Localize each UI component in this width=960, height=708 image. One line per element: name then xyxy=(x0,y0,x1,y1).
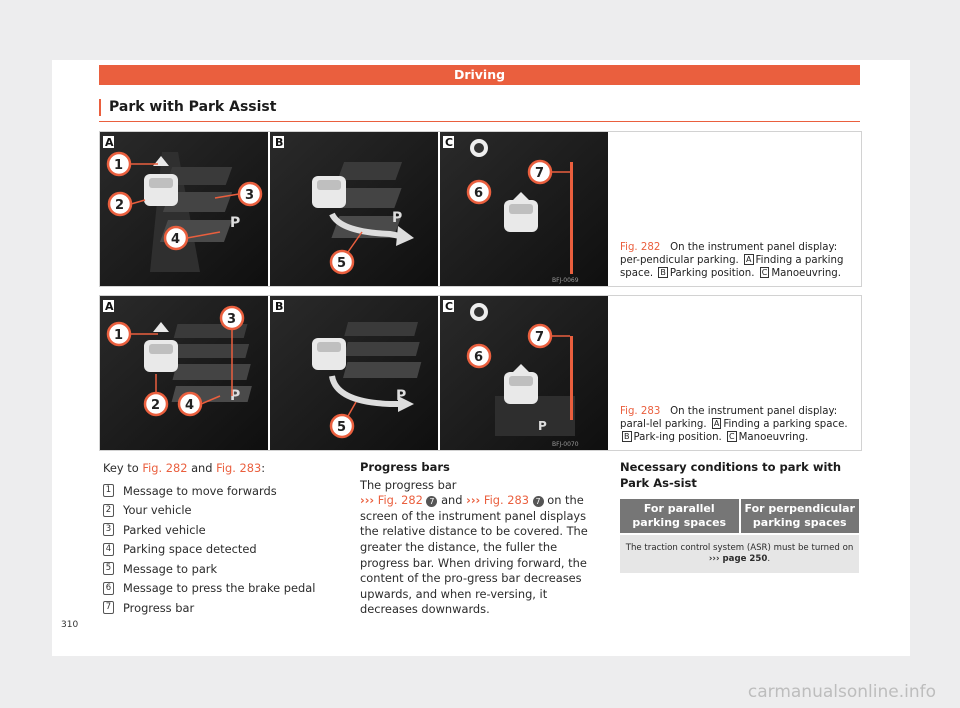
conditions-note-text: The traction control system (ASR) must be turned on xyxy=(625,543,854,554)
figure-283-tag-b-text: Park-ing position. xyxy=(633,432,722,443)
svg-text:2: 2 xyxy=(151,398,161,413)
svg-text:6: 6 xyxy=(474,186,484,201)
key-number: 1 xyxy=(103,484,114,497)
key-number: 5 xyxy=(103,562,114,575)
svg-text:P: P xyxy=(396,388,407,404)
key-number: 7 xyxy=(103,601,114,614)
title-accent xyxy=(99,99,101,116)
figure-283 xyxy=(99,295,862,451)
arrow-icon: ››› xyxy=(708,554,720,565)
figure-282-caption xyxy=(620,241,856,280)
progress-link-fig-282[interactable]: Fig. 282 xyxy=(377,493,423,508)
svg-text:4: 4 xyxy=(171,232,181,247)
svg-text:7: 7 xyxy=(535,330,545,345)
figure-282-caption-text: On the instrument panel display: per-pendicular parking. xyxy=(620,242,838,266)
conditions-heading: Necessary conditions to park with Park As-sist xyxy=(620,460,842,490)
progress-bars-section xyxy=(360,460,594,618)
page-number: 310 xyxy=(61,620,79,630)
svg-text:7: 7 xyxy=(535,166,545,181)
key-item xyxy=(103,598,343,618)
svg-text:1: 1 xyxy=(114,328,124,343)
svg-text:P: P xyxy=(230,388,241,404)
svg-text:A: A xyxy=(105,136,114,149)
key-number: 3 xyxy=(103,523,114,536)
arrow-icon: ››› xyxy=(360,493,375,508)
key-text: Parking space detected xyxy=(123,542,257,557)
svg-text:5: 5 xyxy=(337,420,347,435)
figure-283-tag-a: A xyxy=(713,419,720,428)
conditions-section xyxy=(620,460,860,573)
callout-number: 7 xyxy=(426,496,437,507)
conditions-table xyxy=(620,499,859,573)
key-intro-and: and xyxy=(191,461,213,475)
figure-282-tag-a-text: Finding a parking space. xyxy=(620,255,844,279)
key-item xyxy=(103,520,343,540)
key-text: Message to move forwards xyxy=(123,483,277,498)
key-text: Progress bar xyxy=(123,600,195,615)
key-item xyxy=(103,501,343,521)
progress-link-fig-283[interactable]: Fig. 283 xyxy=(483,493,529,508)
svg-text:B: B xyxy=(275,300,284,313)
svg-text:1: 1 xyxy=(114,158,124,173)
figure-282-label: Fig. 282 xyxy=(620,242,661,253)
figure-282-tag-b: B xyxy=(660,268,666,277)
progress-body: screen of the instrument panel displays the relative distance to be covered. The greater the distance, the fuller the progress bar. When driving forward, the content of the pro-gress bar decreases upwards, and when re-versing, it decreases downwards. xyxy=(360,508,588,617)
svg-text:A: A xyxy=(105,300,114,313)
svg-text:P: P xyxy=(230,215,241,231)
key-item xyxy=(103,559,343,579)
figure-283-caption-text: On the instrument panel display: paral-lel parking. xyxy=(620,406,838,430)
svg-text:2: 2 xyxy=(115,198,125,213)
key-text: Message to press the brake pedal xyxy=(123,581,316,596)
conditions-col-perpendicular: For perpendicular parking spaces xyxy=(740,499,860,534)
figure-283-tag-b: B xyxy=(624,432,630,441)
figure-283-illustration xyxy=(100,296,608,450)
callout-number: 7 xyxy=(533,496,544,507)
watermark: carmanualsonline.info xyxy=(747,682,936,702)
section-header: Driving xyxy=(99,65,860,85)
svg-text:C: C xyxy=(445,136,454,149)
figure-282 xyxy=(99,131,862,287)
key-item xyxy=(103,540,343,560)
figure-283-tag-a-text: Finding a parking space. xyxy=(723,419,848,430)
key-number: 2 xyxy=(103,504,114,517)
key-item xyxy=(103,481,343,501)
page-title: Park with Park Assist xyxy=(109,99,277,115)
key-number: 6 xyxy=(103,582,114,595)
key-text: Message to park xyxy=(123,561,218,576)
progress-and: and xyxy=(441,493,463,508)
figure-282-tag-b-text: Parking position. xyxy=(669,268,755,279)
key-intro xyxy=(103,461,343,475)
key-text: Parked vehicle xyxy=(123,522,206,537)
figure-283-tag-c-text: Manoeuvring. xyxy=(738,432,809,443)
title-rule xyxy=(99,121,860,122)
svg-text:4: 4 xyxy=(185,398,195,413)
key-list xyxy=(103,461,343,618)
svg-text:P: P xyxy=(392,210,403,226)
progress-line1: The progress bar xyxy=(360,477,457,492)
key-item xyxy=(103,579,343,599)
key-link-fig-282[interactable]: Fig. 282 xyxy=(142,461,188,475)
arrow-icon: ››› xyxy=(466,493,481,508)
figure-282-illustration xyxy=(100,132,608,286)
conditions-page-link[interactable]: page 250 xyxy=(722,554,768,565)
figure-282-tag-c-text: Manoeuvring. xyxy=(771,268,841,279)
progress-heading: Progress bars xyxy=(360,460,450,474)
figure-282-tag-c: C xyxy=(761,268,768,277)
figure-282-code: BFJ-0069 xyxy=(552,277,579,284)
key-number: 4 xyxy=(103,543,114,556)
svg-text:6: 6 xyxy=(474,350,484,365)
svg-text:P: P xyxy=(538,419,547,433)
figure-283-code: BFJ-0070 xyxy=(552,441,579,448)
svg-text:3: 3 xyxy=(227,312,237,327)
key-intro-suffix: : xyxy=(261,461,266,475)
progress-refs xyxy=(360,493,594,509)
conditions-col-parallel: For parallel parking spaces xyxy=(620,499,740,534)
key-intro-prefix: Key to xyxy=(103,461,139,475)
progress-after: on the xyxy=(547,493,584,508)
svg-text:5: 5 xyxy=(337,256,347,271)
key-text: Your vehicle xyxy=(123,503,192,518)
key-link-fig-283[interactable]: Fig. 283 xyxy=(216,461,262,475)
conditions-note xyxy=(620,534,859,573)
svg-text:3: 3 xyxy=(245,188,255,203)
svg-text:B: B xyxy=(275,136,284,149)
figure-283-label: Fig. 283 xyxy=(620,406,661,417)
figure-282-tag-a: A xyxy=(746,255,752,264)
svg-text:C: C xyxy=(445,300,454,313)
conditions-note-end: . xyxy=(767,554,771,565)
figure-283-caption xyxy=(620,405,856,444)
figure-283-tag-c: C xyxy=(729,432,735,441)
